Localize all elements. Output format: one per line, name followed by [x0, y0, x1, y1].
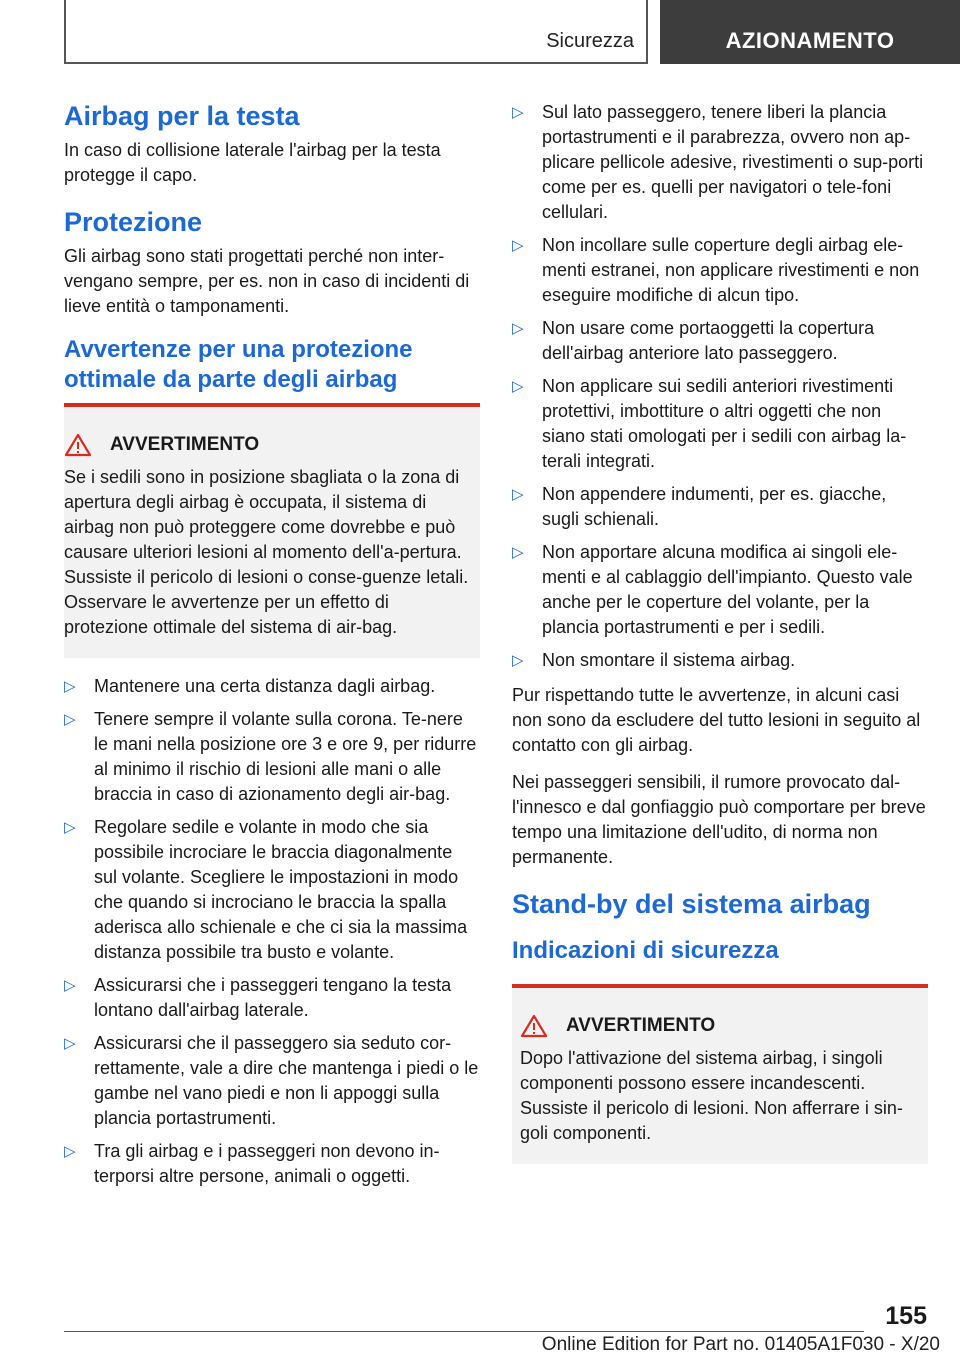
right-list [512, 100, 928, 673]
header-section-box [64, 0, 648, 64]
heading-avvertenze: Avvertenze per una protezione ottimale da parte degli airbag [64, 336, 413, 393]
list-item: ▷ Non applicare sui sedili anteriori rivestimenti protettivi, imbottiture o altri oggetti che non siano stati omologati per i sedili con airbag la‐terali integrati. [512, 376, 907, 471]
triangle-bullet-icon: ▷ [64, 678, 76, 695]
list-item: ▷ Non smontare il sistema airbag. [512, 648, 928, 673]
warning-triangle-icon [64, 433, 92, 457]
heading-indicazioni-sicurezza: Indicazioni di sicurezza [512, 937, 779, 964]
triangle-bullet-icon: ▷ [512, 237, 524, 254]
right-column [512, 100, 928, 1180]
list-item: ▷ Assicurarsi che il passeggero sia seduto cor‐rettamente, vale a dire che mantenga i piedi o le gambe nel vano piedi e non li appoggi sulla plancia portastrumenti. [64, 1033, 479, 1128]
warning-text: Dopo l'attivazione del sistema airbag, i singoli componenti possono essere incandescenti. Sussiste il pericolo di lesioni. Non afferrare i sin‐goli componenti. [520, 1048, 903, 1143]
list-item: ▷ Tra gli airbag e i passeggeri non devono in‐terporsi altre persone, animali o oggetti. [64, 1141, 440, 1186]
heading-standby-airbag: Stand-by del sistema airbag [512, 889, 871, 919]
list-item: ▷ Non appendere indumenti, per es. giacche, sugli schienali. [512, 484, 887, 529]
warning-box [512, 984, 928, 1164]
heading-airbag-testa: Airbag per la testa [64, 101, 300, 131]
list-item: ▷ Non apportare alcuna modifica ai singoli ele‐menti e al cablaggio dell'impianto. Questo vale anche per le coperture del volante, per la plancia portastrumenti e per i sedili. [512, 542, 913, 637]
warning-title [64, 433, 470, 457]
footer-divider [64, 1331, 864, 1332]
list-item: ▷ Regolare sedile e volante in modo che sia possibile incrociare le braccia diagonalmente sul volante. Scegliere le impostazioni in modo che quando si incrociano le braccia la spalla aderisca allo schienale e che ci sia la massima distanza possibile tra busto e volante. [64, 817, 468, 962]
left-column [64, 100, 480, 1199]
page-number: 155 [885, 1302, 927, 1330]
paragraph-protezione: Gli airbag sono stati progettati perché non inter‐vengano sempre, per es. non in caso di incidenti di lieve entità o tamponamenti. [64, 246, 470, 316]
list-item: ▷ Assicurarsi che i passeggeri tengano la testa lontano dall'airbag laterale. [64, 975, 452, 1020]
list-item: ▷ Sul lato passeggero, tenere liberi la plancia portastrumenti e il parabrezza, ovvero non ap‐plicare pellicole adesive, rivestimenti o sup‐porti come per es. quelli per navigatori o tele‐foni cellulari. [512, 102, 924, 222]
triangle-bullet-icon: ▷ [64, 819, 76, 836]
triangle-bullet-icon: ▷ [512, 378, 524, 395]
triangle-bullet-icon: ▷ [64, 977, 76, 994]
triangle-bullet-icon: ▷ [512, 652, 524, 669]
triangle-bullet-icon: ▷ [64, 711, 76, 728]
footer-edition: Online Edition for Part no. 01405A1F030 - X/20 [541, 1334, 940, 1355]
list-item: ▷ Non incollare sulle coperture degli airbag ele‐menti estranei, non applicare rivestimenti e non eseguire modifiche di alcun tipo. [512, 235, 920, 305]
list-item: ▷ Mantenere una certa distanza dagli airbag. [64, 674, 480, 699]
list-item: ▷ Tenere sempre il volante sulla corona. Te‐nere le mani nella posizione ore 3 e ore 9, per ridurre al minimo il rischio di lesioni alle mani o alle braccia in caso di azionamento degli air‐bag. [64, 709, 477, 804]
triangle-bullet-icon: ▷ [512, 104, 524, 121]
triangle-bullet-icon: ▷ [512, 544, 524, 561]
paragraph-airbag-testa: In caso di collisione laterale l'airbag per la testa protegge il capo. [64, 140, 441, 185]
triangle-bullet-icon: ▷ [512, 320, 524, 337]
triangle-bullet-icon: ▷ [512, 486, 524, 503]
triangle-bullet-icon: ▷ [64, 1035, 76, 1052]
warning-box [64, 403, 480, 658]
warning-title [520, 1014, 918, 1038]
warning-triangle-icon [520, 1014, 548, 1038]
list-item: ▷ Non usare come portaoggetti la copertura dell'airbag anteriore lato passeggero. [512, 318, 875, 363]
left-list [64, 674, 480, 1189]
warning-title-text: AVVERTIMENTO [110, 434, 260, 455]
paragraph-avvertenze: Pur rispettando tutte le avvertenze, in alcuni casi non sono da escludere del tutto lesioni in seguito al contatto con gli airbag. [512, 685, 921, 755]
header-chapter-tab: AZIONAMENTO [660, 0, 960, 64]
paragraph-passeggeri-sensibili: Nei passeggeri sensibili, il rumore provocato dal‐l'innesco e dal gonfiaggio può comportare per breve tempo una limitazione dell'udito, di norma non permanente. [512, 772, 926, 867]
heading-protezione: Protezione [64, 207, 203, 237]
triangle-bullet-icon: ▷ [64, 1143, 76, 1160]
header-section-title: Sicurezza [546, 30, 634, 52]
warning-text: Se i sedili sono in posizione sbagliata o la zona di apertura degli airbag è occupata, il sistema di airbag non può proteggere come dovrebbe e può causare ulteriori lesioni al momento dell'a‐pertura. Sussiste il pericolo di lesioni o conse‐guenze letali. Osservare le avvertenze per un effetto di protezione ottimale del sistema di air‐bag. [64, 467, 469, 637]
warning-title-text: AVVERTIMENTO [566, 1015, 716, 1036]
